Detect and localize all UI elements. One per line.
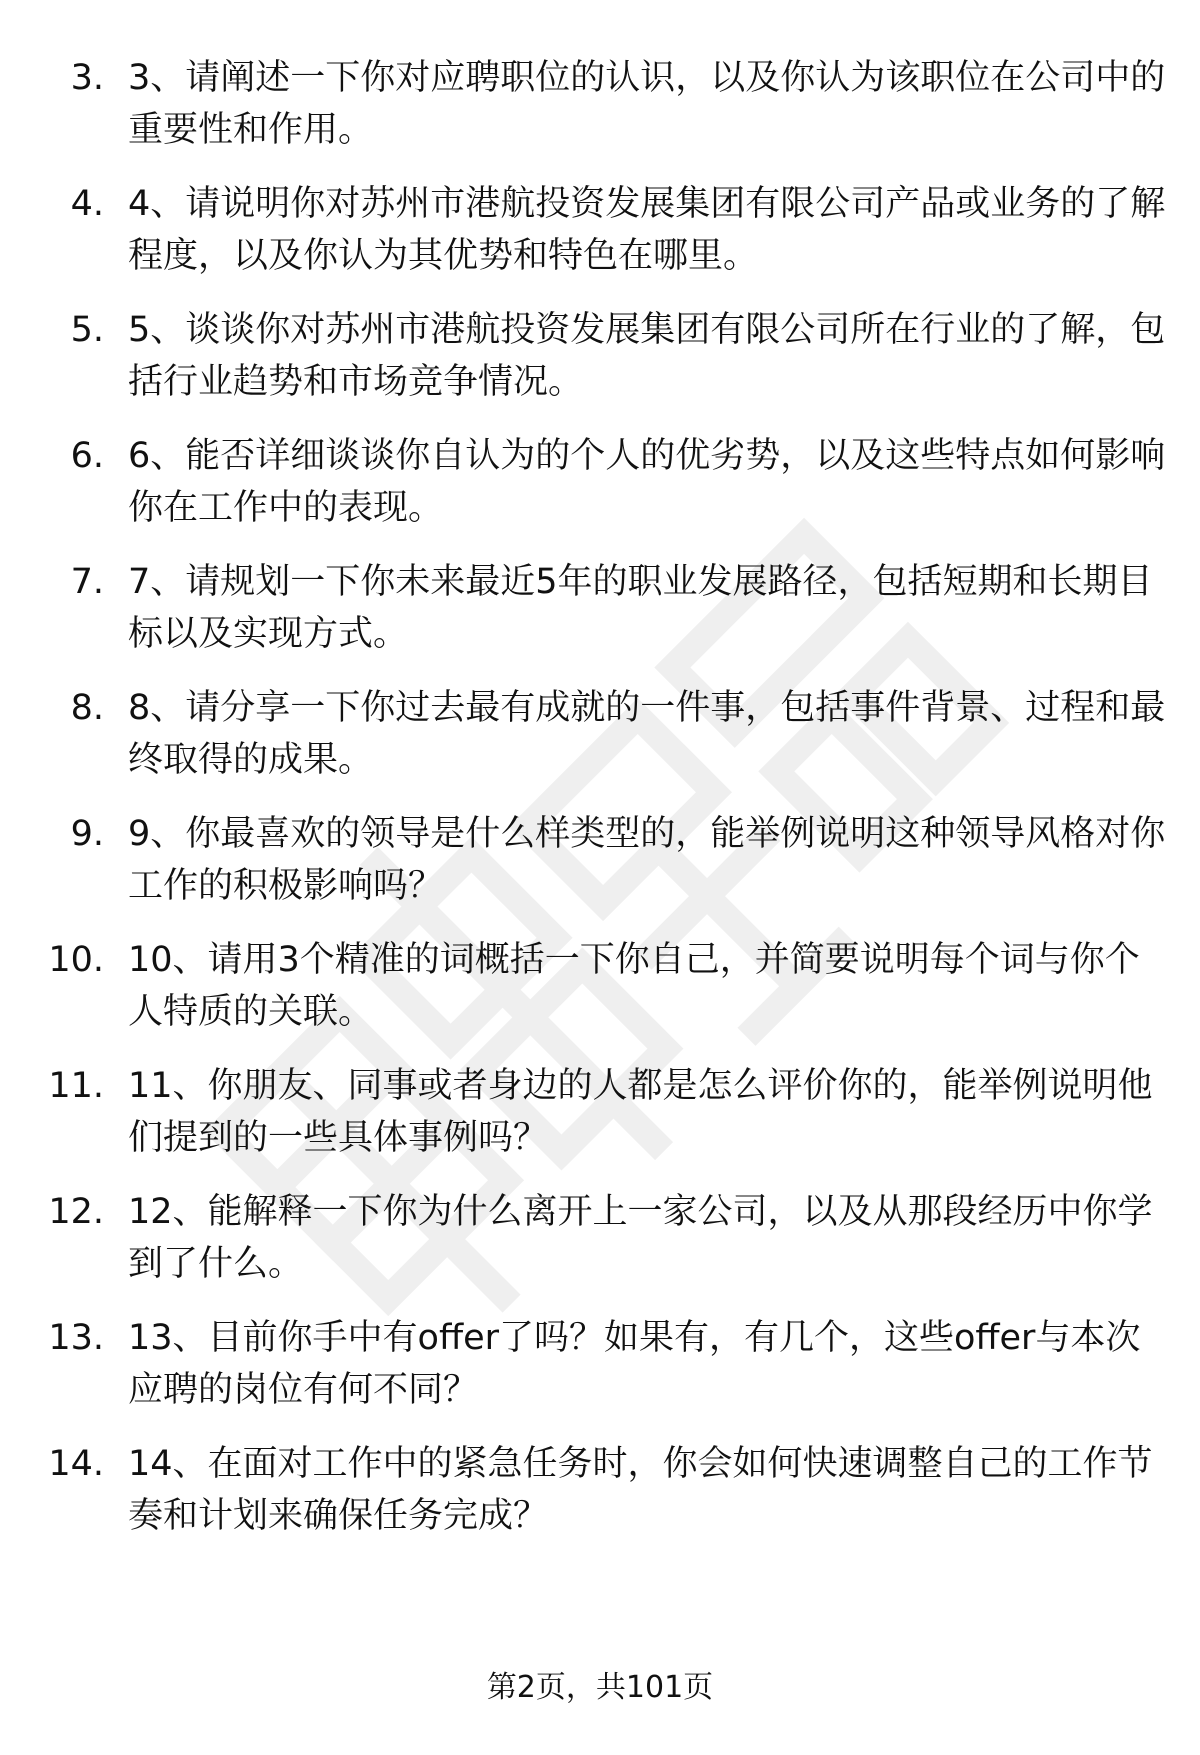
question-text: 11、你朋友、同事或者身边的人都是怎么评价你的，能举例说明他们提到的一些具体事例吗？: [128, 1066, 1153, 1158]
question-text: 7、请规划一下你未来最近5年的职业发展路径，包括短期和长期目标以及实现方式。: [128, 562, 1153, 654]
item-number: 14.: [48, 1444, 104, 1484]
item-number: 9.: [70, 814, 104, 854]
list-item: [0, 1312, 1200, 1438]
item-number: 5.: [70, 310, 104, 350]
item-number: 10.: [48, 940, 104, 980]
list-item: [0, 430, 1200, 556]
item-number: 8.: [70, 688, 104, 728]
item-number: 4.: [70, 184, 104, 224]
item-number: 3.: [70, 58, 104, 98]
question-text: 13、目前你手中有offer了吗？如果有，有几个，这些offer与本次应聘的岗位有何不同？: [128, 1318, 1141, 1410]
list-item: [0, 178, 1200, 304]
item-number: 13.: [48, 1318, 104, 1358]
question-text: 12、能解释一下你为什么离开上一家公司，以及从那段经历中你学到了什么。: [128, 1192, 1153, 1284]
item-number: 12.: [48, 1192, 104, 1232]
item-number: 11.: [48, 1066, 104, 1106]
question-text: 4、请说明你对苏州市港航投资发展集团有限公司产品或业务的了解程度，以及你认为其优势和特色在哪里。: [128, 184, 1166, 276]
question-text: 8、请分享一下你过去最有成就的一件事，包括事件背景、过程和最终取得的成果。: [128, 688, 1166, 780]
question-text: 6、能否详细谈谈你自认为的个人的优劣势，以及这些特点如何影响你在工作中的表现。: [128, 436, 1166, 528]
list-item: [0, 52, 1200, 178]
question-text: 3、请阐述一下你对应聘职位的认识，以及你认为该职位在公司中的重要性和作用。: [128, 58, 1166, 150]
item-number: 7.: [70, 562, 104, 602]
list-item: [0, 1186, 1200, 1312]
question-text: 10、请用3个精准的词概括一下你自己，并简要说明每个词与你个人特质的关联。: [128, 940, 1140, 1032]
question-text: 14、在面对工作中的紧急任务时，你会如何快速调整自己的工作节奏和计划来确保任务完成？: [128, 1444, 1153, 1536]
list-item: [0, 304, 1200, 430]
question-text: 5、谈谈你对苏州市港航投资发展集团有限公司所在行业的了解，包括行业趋势和市场竞争情况。: [128, 310, 1166, 402]
page-number: 第2页，共101页: [486, 1670, 714, 1705]
list-item: [0, 934, 1200, 1060]
question-text: 9、你最喜欢的领导是什么样类型的，能举例说明这种领导风格对你工作的积极影响吗？: [128, 814, 1166, 906]
list-item: [0, 808, 1200, 934]
item-number: 6.: [70, 436, 104, 476]
list-item: [0, 556, 1200, 682]
list-item: [0, 1060, 1200, 1186]
question-list: [0, 52, 1200, 1564]
list-item: [0, 682, 1200, 808]
list-item: [0, 1438, 1200, 1564]
